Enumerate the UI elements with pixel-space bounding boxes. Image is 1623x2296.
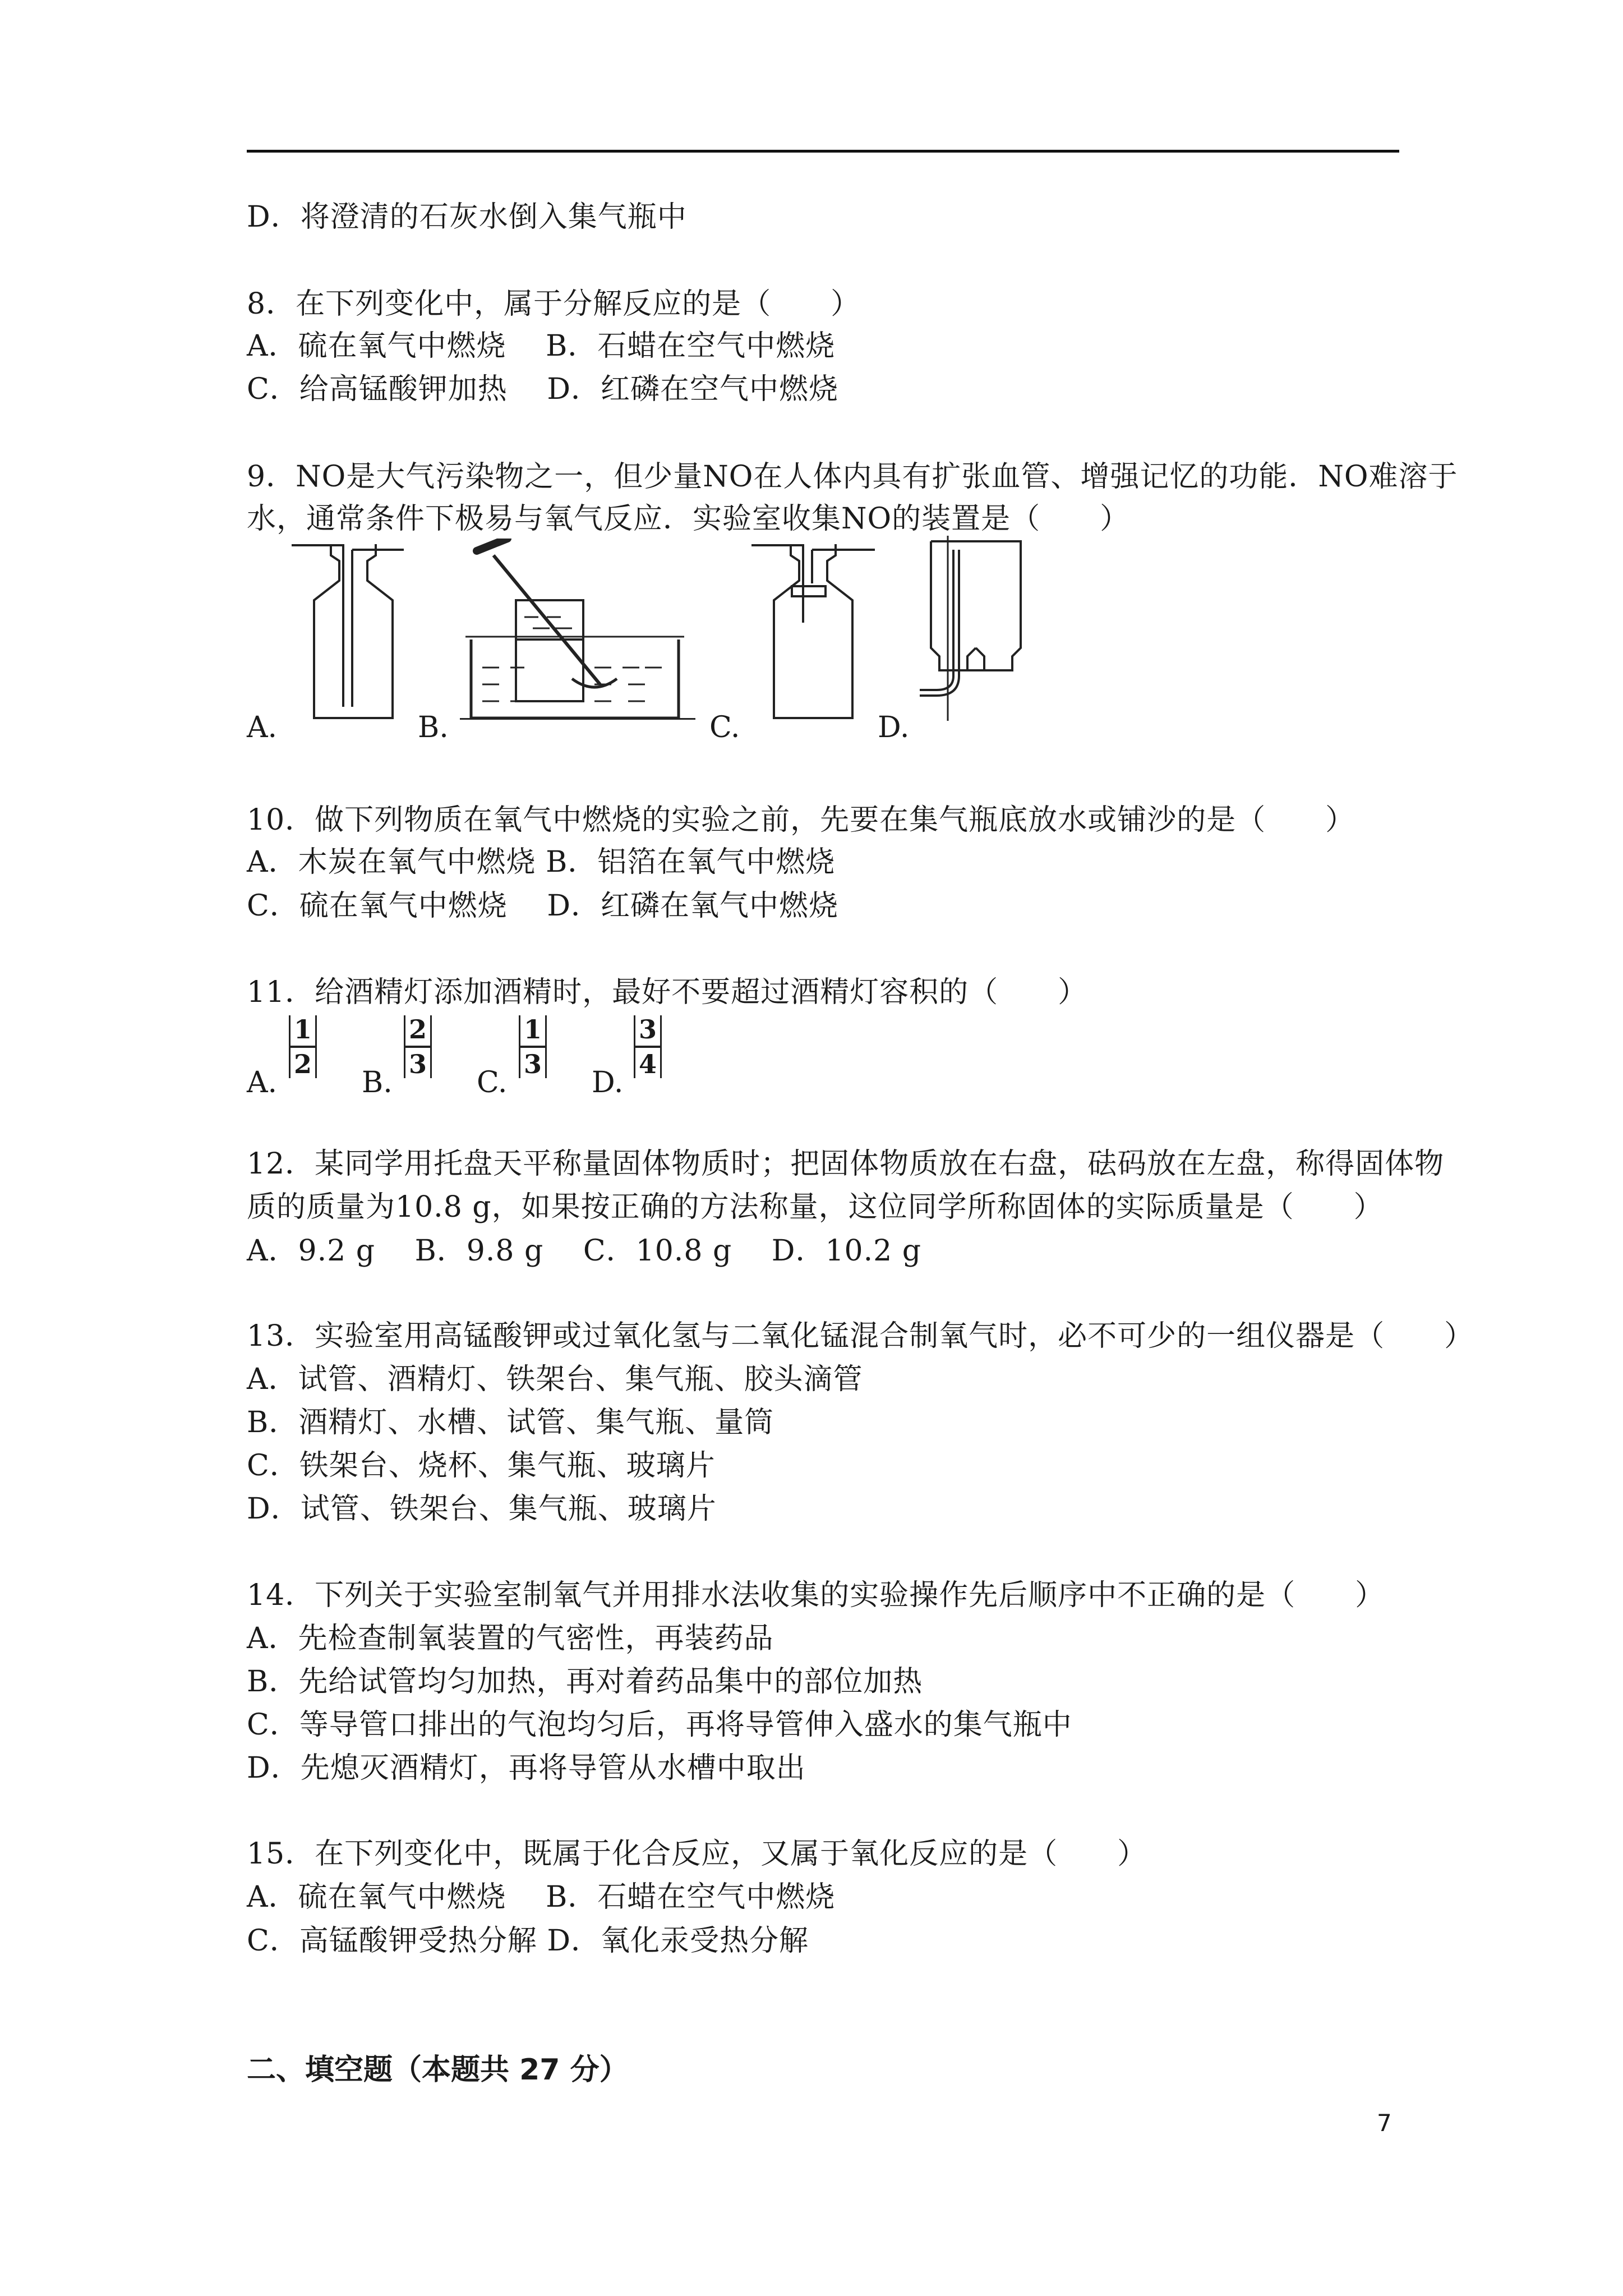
q8-options-ab: A．硫在氧气中燃烧 B．石蜡在空气中燃烧 — [247, 329, 836, 363]
q7-option-d: D．将澄清的石灰水倒入集气瓶中 — [247, 200, 687, 234]
q9-apparatus-b — [460, 539, 695, 724]
q11-option-d-fraction: $\frac{3}{4}$ — [634, 1015, 662, 1078]
q10-options-cd: C．硫在氧气中燃烧 D．红磷在氧气中燃烧 — [247, 889, 839, 923]
q15-options-cd: C．高锰酸钾受热分解 D．氧化汞受热分解 — [247, 1924, 809, 1958]
q11-option-c-label: C. — [477, 1066, 508, 1099]
q13-option-d: D．试管、铁架台、集气瓶、玻璃片 — [247, 1492, 717, 1526]
q9-apparatus-a — [292, 539, 404, 724]
q15-stem: 15．在下列变化中，既属于化合反应，又属于氧化反应的是（ ） — [247, 1837, 1147, 1871]
q14-option-d: D．先熄灭酒精灯，再将导管从水槽中取出 — [247, 1751, 806, 1785]
section-title: 二、填空题（本题共 27 分） — [247, 2053, 629, 2087]
q14-option-c: C．等导管口排出的气泡均匀后，再将导管伸入盛水的集气瓶中 — [247, 1708, 1072, 1742]
header-rule — [247, 150, 1399, 153]
q11-option-c-fraction: $\frac{1}{3}$ — [519, 1015, 547, 1078]
q9-apparatus-d — [920, 536, 1038, 721]
q11-option-d-label: D. — [592, 1066, 624, 1099]
q10-stem: 10．做下列物质在氧气中燃烧的实验之前，先要在集气瓶底放水或铺沙的是（ ） — [247, 803, 1355, 837]
q13-option-b: B．酒精灯、水槽、试管、集气瓶、量筒 — [247, 1406, 774, 1439]
q8-stem: 8．在下列变化中，属于分解反应的是（ ） — [247, 287, 861, 321]
q11-option-a-fraction: $\frac{1}{2}$ — [289, 1015, 317, 1078]
q14-option-a: A．先检查制氧装置的气密性，再装药品 — [247, 1622, 774, 1655]
q12-options: A．9.2 g B．9.8 g C．10.8 g D．10.2 g — [247, 1234, 922, 1268]
q12-stem-line1: 12．某同学用托盘天平称量固体物质时；把固体物质放在右盘，砝码放在左盘，称得固体物 — [247, 1147, 1445, 1181]
q15-options-ab: A．硫在氧气中燃烧 B．石蜡在空气中燃烧 — [247, 1880, 836, 1914]
q9-stem-line1: 9．NO是大气污染物之一，但少量NO在人体内具有扩张血管、增强记忆的功能．NO难溶于 — [247, 460, 1458, 494]
q9-stem-line2: 水，通常条件下极易与氧气反应．实验室收集NO的装置是（ ） — [247, 502, 1130, 536]
q13-stem: 13．实验室用高锰酸钾或过氧化氢与二氧化锰混合制氧气时，必不可少的一组仪器是（ ） — [247, 1319, 1474, 1353]
q11-stem: 11．给酒精灯添加酒精时，最好不要超过酒精灯容积的（ ） — [247, 976, 1088, 1009]
q11-option-a-label: A. — [247, 1066, 278, 1099]
q10-options-ab: A．木炭在氧气中燃烧 B．铝箔在氧气中燃烧 — [247, 845, 836, 879]
q9-option-d-label: D. — [878, 711, 910, 744]
q9-apparatus-c — [751, 539, 875, 724]
q14-option-b: B．先给试管均匀加热，再对着药品集中的部位加热 — [247, 1665, 923, 1699]
q14-stem: 14．下列关于实验室制氧气并用排水法收集的实验操作先后顺序中不正确的是（ ） — [247, 1579, 1385, 1612]
q8-options-cd: C．给高锰酸钾加热 D．红磷在空气中燃烧 — [247, 372, 839, 406]
q9-option-c-label: C. — [709, 711, 740, 744]
q9-option-a-label: A. — [247, 711, 278, 744]
page-number: 7 — [1377, 2109, 1392, 2137]
q11-option-b-fraction: $\frac{2}{3}$ — [404, 1015, 432, 1078]
q9-option-b-label: B. — [418, 711, 449, 744]
q13-option-c: C．铁架台、烧杯、集气瓶、玻璃片 — [247, 1449, 716, 1483]
q12-stem-line2: 质的质量为10.8 g，如果按正确的方法称量，这位同学所称固体的实际质量是（ ） — [247, 1190, 1384, 1224]
q13-option-a: A．试管、酒精灯、铁架台、集气瓶、胶头滴管 — [247, 1363, 863, 1396]
q11-option-b-label: B. — [362, 1066, 393, 1099]
